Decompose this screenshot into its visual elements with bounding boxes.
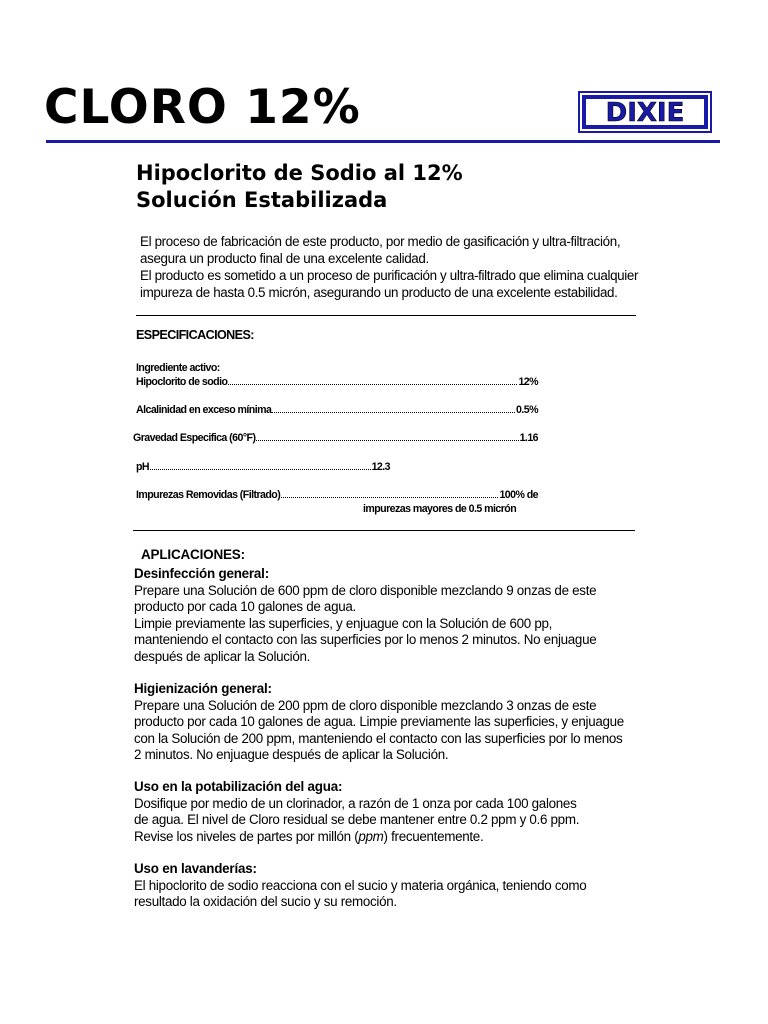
section-divider-top xyxy=(136,315,636,316)
intro-paragraph xyxy=(140,233,680,301)
spec-leader xyxy=(281,497,498,498)
ppm-abbreviation: ppm xyxy=(358,828,384,844)
application-line: con la Solución de 200 ppm, manteniendo el contacto con las superficies por lo menos xyxy=(134,730,623,746)
spec-label: Alcalinidad en exceso mínima xyxy=(136,404,272,416)
spec-value: 1.16 xyxy=(519,432,538,444)
intro-line: El producto es sometido a un proceso de purificación y ultra-filtrado que elimina cualquier xyxy=(140,268,639,283)
spec-leader xyxy=(150,469,371,470)
spec-label: Hipoclorito de sodio xyxy=(136,376,228,388)
application-line: Prepare una Solución de 600 ppm de cloro disponible mezclando 9 onzas de este xyxy=(134,582,597,598)
application-line: Revise los niveles de partes por millón (ppm) frecuentemente. xyxy=(134,828,484,844)
dixie-logo xyxy=(578,91,712,133)
intro-line: asegura un producto final de una excelente calidad. xyxy=(140,251,429,266)
application-line: Limpie previamente las superficies, y enjuague con la Solución de 600 pp, xyxy=(134,615,553,631)
application-line: Dosifique por medio de un clorinador, a razón de 1 onza por cada 100 galones xyxy=(134,795,577,811)
spec-label: Gravedad Especifica (60°F) xyxy=(133,432,256,444)
applications-heading: APLICACIONES: xyxy=(141,547,245,562)
intro-line: El proceso de fabricación de este producto, por medio de gasificación y ultra-filtración, xyxy=(140,234,621,249)
intro-line: impureza de hasta 0.5 micrón, asegurando un producto de una excelente estabilidad. xyxy=(140,285,618,300)
spec-active-label: Ingrediente activo: xyxy=(136,362,220,374)
application-line: El hipoclorito de sodio reacciona con el sucio y materia orgánica, teniendo como xyxy=(134,877,587,893)
page-title: CLORO 12% xyxy=(44,80,361,135)
application-line: producto por cada 10 galones de agua. xyxy=(134,599,356,614)
application-disinfection xyxy=(134,566,654,665)
application-line: de agua. El nivel de Cloro residual se debe mantener entre 0.2 ppm y 0.6 ppm. xyxy=(134,812,580,827)
application-line: después de aplicar la Solución. xyxy=(134,648,311,664)
spec-row-hypochlorite xyxy=(136,375,538,389)
spec-leader xyxy=(256,440,518,441)
application-title: Higienización general: xyxy=(134,681,272,696)
spec-leader xyxy=(272,412,515,413)
application-line: manteniendo el contacto con las superficies por lo menos 2 minutos. No enjuague xyxy=(134,632,597,647)
application-sanitation xyxy=(134,681,654,764)
spec-row-gravity xyxy=(133,431,538,445)
spec-label: pH xyxy=(136,461,150,473)
spec-leader xyxy=(228,384,517,385)
spec-label: Impurezas Removidas (Filtrado) xyxy=(136,489,281,501)
application-water-treatment xyxy=(134,779,654,845)
spec-row-ph xyxy=(136,460,390,474)
spec-value: 12.3 xyxy=(371,461,390,473)
application-line: Prepare una Solución de 200 ppm de cloro disponible mezclando 3 onzas de este xyxy=(134,697,597,713)
spec-impurity-note: impurezas mayores de 0.5 micrón xyxy=(363,503,517,515)
header-divider xyxy=(46,140,720,143)
application-line: 2 minutos. No enjuague después de aplicar la Solución. xyxy=(134,747,449,762)
section-divider-bottom xyxy=(133,530,635,531)
spec-row-impurities xyxy=(136,488,538,502)
subtitle-line-2: Solución Estabilizada xyxy=(136,188,388,212)
application-laundry xyxy=(134,861,654,911)
spec-value: 0.5% xyxy=(516,404,538,416)
application-title: Desinfección general: xyxy=(134,566,269,581)
application-title: Uso en la potabilización del agua: xyxy=(134,779,343,794)
spec-row-alkalinity xyxy=(136,403,538,417)
spec-value: 100% de xyxy=(499,489,538,501)
specs-heading: ESPECIFICACIONES: xyxy=(136,328,254,342)
spec-value: 12% xyxy=(518,376,538,388)
application-title: Uso en lavanderías: xyxy=(134,861,257,876)
subtitle-line-1: Hipoclorito de Sodio al 12% xyxy=(136,161,463,185)
application-line: producto por cada 10 galones de agua. Limpie previamente las superficies, y enjuague xyxy=(134,714,624,729)
product-subtitle xyxy=(136,160,463,214)
application-line: resultado la oxidación del sucio y su remoción. xyxy=(134,894,397,909)
logo-text: DIXIE xyxy=(605,98,685,128)
